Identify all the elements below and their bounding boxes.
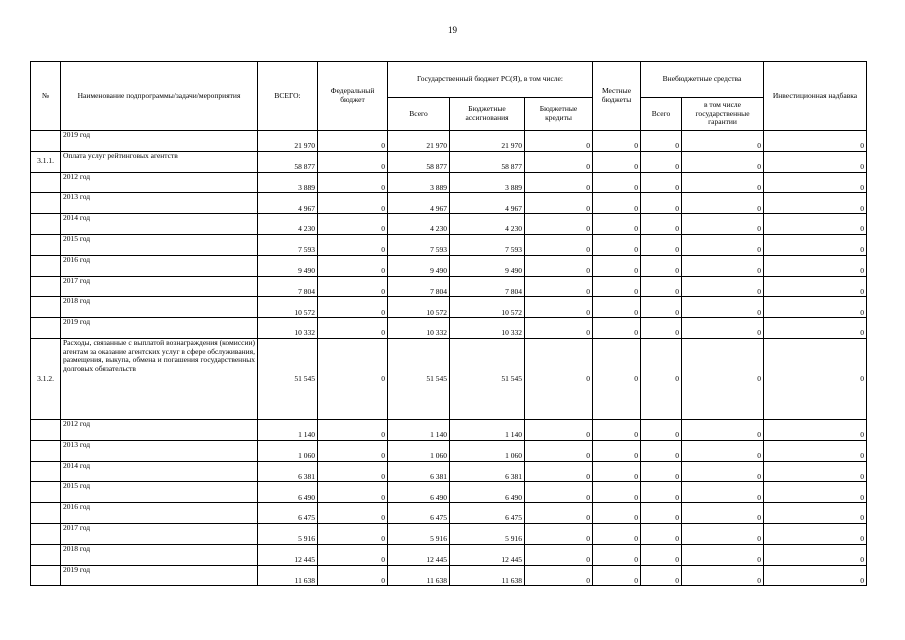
cell-total: 3 889 bbox=[258, 172, 318, 193]
cell-state-credits: 0 bbox=[525, 276, 593, 297]
cell-extra-guarantee: 0 bbox=[682, 503, 764, 524]
cell-state-total: 1 140 bbox=[388, 419, 450, 440]
cell-state-alloc: 4 230 bbox=[450, 214, 525, 235]
cell-index bbox=[31, 193, 61, 214]
cell-name: Расходы, связанные с выплатой вознаграждения (комиссии) агентам за оказание агентских услуг в сфере обслуживания, размещения, выкупа, обмена и погашения государственных долговых обязательств bbox=[61, 338, 258, 419]
cell-extra-guarantee: 0 bbox=[682, 338, 764, 419]
cell-federal: 0 bbox=[318, 440, 388, 461]
cell-state-alloc: 10 572 bbox=[450, 297, 525, 318]
header-state-group: Государственный бюджет РС(Я), в том числе: bbox=[388, 62, 593, 98]
cell-index bbox=[31, 503, 61, 524]
cell-name: 2014 год bbox=[61, 214, 258, 235]
cell-name: 2012 год bbox=[61, 172, 258, 193]
header-invest: Инвестиционная надбавка bbox=[764, 62, 867, 131]
cell-invest: 0 bbox=[764, 276, 867, 297]
table-header bbox=[31, 62, 867, 131]
cell-invest: 0 bbox=[764, 461, 867, 482]
cell-extra-guarantee: 0 bbox=[682, 234, 764, 255]
cell-index bbox=[31, 482, 61, 503]
cell-index bbox=[31, 172, 61, 193]
cell-extra-guarantee: 0 bbox=[682, 523, 764, 544]
cell-federal: 0 bbox=[318, 338, 388, 419]
cell-index bbox=[31, 544, 61, 565]
cell-extra-guarantee: 0 bbox=[682, 565, 764, 586]
cell-total: 7 804 bbox=[258, 276, 318, 297]
cell-state-total: 3 889 bbox=[388, 172, 450, 193]
cell-state-alloc: 7 804 bbox=[450, 276, 525, 297]
table-row bbox=[31, 440, 867, 461]
cell-state-total: 1 060 bbox=[388, 440, 450, 461]
cell-name: Оплата услуг рейтинговых агентств bbox=[61, 151, 258, 172]
cell-local: 0 bbox=[593, 503, 641, 524]
cell-extra-guarantee: 0 bbox=[682, 461, 764, 482]
cell-extra-total: 0 bbox=[641, 523, 682, 544]
cell-federal: 0 bbox=[318, 544, 388, 565]
cell-state-credits: 0 bbox=[525, 318, 593, 339]
cell-name: 2016 год bbox=[61, 255, 258, 276]
cell-federal: 0 bbox=[318, 482, 388, 503]
cell-local: 0 bbox=[593, 440, 641, 461]
cell-state-total: 4 967 bbox=[388, 193, 450, 214]
cell-extra-guarantee: 0 bbox=[682, 276, 764, 297]
cell-total: 1 060 bbox=[258, 440, 318, 461]
cell-invest: 0 bbox=[764, 193, 867, 214]
header-extra-group: Внебюджетные средства bbox=[641, 62, 764, 98]
cell-extra-guarantee: 0 bbox=[682, 255, 764, 276]
cell-total: 21 970 bbox=[258, 131, 318, 152]
table-row bbox=[31, 318, 867, 339]
table-row bbox=[31, 276, 867, 297]
cell-extra-total: 0 bbox=[641, 338, 682, 419]
cell-state-credits: 0 bbox=[525, 482, 593, 503]
header-extra-guarantee: в том числе государственные гарантии bbox=[682, 98, 764, 131]
cell-local: 0 bbox=[593, 523, 641, 544]
cell-state-alloc: 3 889 bbox=[450, 172, 525, 193]
cell-federal: 0 bbox=[318, 255, 388, 276]
cell-extra-total: 0 bbox=[641, 214, 682, 235]
cell-state-credits: 0 bbox=[525, 172, 593, 193]
cell-local: 0 bbox=[593, 297, 641, 318]
cell-state-credits: 0 bbox=[525, 338, 593, 419]
cell-local: 0 bbox=[593, 565, 641, 586]
cell-state-credits: 0 bbox=[525, 214, 593, 235]
cell-federal: 0 bbox=[318, 131, 388, 152]
cell-extra-guarantee: 0 bbox=[682, 440, 764, 461]
cell-invest: 0 bbox=[764, 131, 867, 152]
cell-local: 0 bbox=[593, 544, 641, 565]
header-federal: Федеральный бюджет bbox=[318, 62, 388, 131]
page-number: 19 bbox=[448, 25, 457, 35]
cell-federal: 0 bbox=[318, 172, 388, 193]
cell-total: 4 967 bbox=[258, 193, 318, 214]
cell-state-alloc: 10 332 bbox=[450, 318, 525, 339]
cell-extra-guarantee: 0 bbox=[682, 482, 764, 503]
cell-state-total: 7 593 bbox=[388, 234, 450, 255]
cell-state-credits: 0 bbox=[525, 440, 593, 461]
cell-state-credits: 0 bbox=[525, 419, 593, 440]
cell-extra-total: 0 bbox=[641, 440, 682, 461]
cell-invest: 0 bbox=[764, 172, 867, 193]
cell-state-alloc: 12 445 bbox=[450, 544, 525, 565]
cell-index bbox=[31, 523, 61, 544]
cell-index bbox=[31, 234, 61, 255]
cell-local: 0 bbox=[593, 214, 641, 235]
cell-state-credits: 0 bbox=[525, 544, 593, 565]
cell-extra-total: 0 bbox=[641, 276, 682, 297]
cell-index bbox=[31, 276, 61, 297]
cell-local: 0 bbox=[593, 234, 641, 255]
cell-state-total: 10 572 bbox=[388, 297, 450, 318]
cell-invest: 0 bbox=[764, 255, 867, 276]
cell-local: 0 bbox=[593, 151, 641, 172]
cell-extra-guarantee: 0 bbox=[682, 193, 764, 214]
cell-invest: 0 bbox=[764, 318, 867, 339]
header-state-credits: Бюджетные кредиты bbox=[525, 98, 593, 131]
cell-federal: 0 bbox=[318, 503, 388, 524]
table-row bbox=[31, 565, 867, 586]
cell-federal: 0 bbox=[318, 318, 388, 339]
cell-state-alloc: 58 877 bbox=[450, 151, 525, 172]
cell-total: 1 140 bbox=[258, 419, 318, 440]
cell-extra-guarantee: 0 bbox=[682, 151, 764, 172]
cell-state-alloc: 4 967 bbox=[450, 193, 525, 214]
header-total: ВСЕГО: bbox=[258, 62, 318, 131]
cell-extra-total: 0 bbox=[641, 234, 682, 255]
cell-extra-total: 0 bbox=[641, 172, 682, 193]
cell-index bbox=[31, 214, 61, 235]
cell-local: 0 bbox=[593, 338, 641, 419]
cell-index bbox=[31, 461, 61, 482]
table-row bbox=[31, 544, 867, 565]
cell-extra-guarantee: 0 bbox=[682, 297, 764, 318]
cell-index bbox=[31, 419, 61, 440]
cell-state-total: 7 804 bbox=[388, 276, 450, 297]
cell-index bbox=[31, 318, 61, 339]
cell-federal: 0 bbox=[318, 193, 388, 214]
cell-state-alloc: 21 970 bbox=[450, 131, 525, 152]
cell-state-total: 6 475 bbox=[388, 503, 450, 524]
header-extra-total: Всего bbox=[641, 98, 682, 131]
cell-index: 3.1.2. bbox=[31, 338, 61, 419]
cell-name: 2017 год bbox=[61, 523, 258, 544]
table-row bbox=[31, 151, 867, 172]
cell-total: 5 916 bbox=[258, 523, 318, 544]
cell-extra-total: 0 bbox=[641, 193, 682, 214]
cell-extra-total: 0 bbox=[641, 565, 682, 586]
cell-federal: 0 bbox=[318, 276, 388, 297]
cell-name: 2017 год bbox=[61, 276, 258, 297]
cell-state-total: 21 970 bbox=[388, 131, 450, 152]
cell-index bbox=[31, 565, 61, 586]
table-row bbox=[31, 255, 867, 276]
table-row bbox=[31, 503, 867, 524]
cell-local: 0 bbox=[593, 276, 641, 297]
cell-local: 0 bbox=[593, 461, 641, 482]
cell-invest: 0 bbox=[764, 151, 867, 172]
cell-name: 2015 год bbox=[61, 234, 258, 255]
cell-state-alloc: 7 593 bbox=[450, 234, 525, 255]
table-row bbox=[31, 419, 867, 440]
cell-name: 2019 год bbox=[61, 318, 258, 339]
header-local: Местные бюджеты bbox=[593, 62, 641, 131]
cell-total: 7 593 bbox=[258, 234, 318, 255]
cell-local: 0 bbox=[593, 255, 641, 276]
cell-name: 2013 год bbox=[61, 193, 258, 214]
cell-state-alloc: 51 545 bbox=[450, 338, 525, 419]
table-row bbox=[31, 234, 867, 255]
cell-invest: 0 bbox=[764, 440, 867, 461]
cell-state-credits: 0 bbox=[525, 461, 593, 482]
cell-federal: 0 bbox=[318, 461, 388, 482]
cell-extra-total: 0 bbox=[641, 131, 682, 152]
cell-state-credits: 0 bbox=[525, 565, 593, 586]
cell-state-credits: 0 bbox=[525, 255, 593, 276]
cell-extra-guarantee: 0 bbox=[682, 544, 764, 565]
cell-local: 0 bbox=[593, 131, 641, 152]
cell-federal: 0 bbox=[318, 297, 388, 318]
cell-index bbox=[31, 297, 61, 318]
cell-extra-total: 0 bbox=[641, 255, 682, 276]
cell-state-total: 58 877 bbox=[388, 151, 450, 172]
cell-state-total: 4 230 bbox=[388, 214, 450, 235]
cell-name: 2015 год bbox=[61, 482, 258, 503]
cell-state-total: 5 916 bbox=[388, 523, 450, 544]
table-row bbox=[31, 193, 867, 214]
cell-federal: 0 bbox=[318, 565, 388, 586]
cell-extra-total: 0 bbox=[641, 503, 682, 524]
cell-invest: 0 bbox=[764, 419, 867, 440]
cell-index bbox=[31, 440, 61, 461]
cell-state-credits: 0 bbox=[525, 523, 593, 544]
header-name: Наименование подпрограммы/задачи/мероприятия bbox=[61, 62, 258, 131]
cell-total: 58 877 bbox=[258, 151, 318, 172]
cell-invest: 0 bbox=[764, 234, 867, 255]
cell-state-alloc: 6 490 bbox=[450, 482, 525, 503]
cell-extra-total: 0 bbox=[641, 544, 682, 565]
table-row bbox=[31, 131, 867, 152]
cell-index bbox=[31, 131, 61, 152]
budget-table bbox=[30, 61, 867, 586]
cell-total: 9 490 bbox=[258, 255, 318, 276]
cell-invest: 0 bbox=[764, 297, 867, 318]
cell-state-alloc: 1 060 bbox=[450, 440, 525, 461]
cell-index: 3.1.1. bbox=[31, 151, 61, 172]
cell-state-total: 12 445 bbox=[388, 544, 450, 565]
cell-extra-total: 0 bbox=[641, 482, 682, 503]
cell-federal: 0 bbox=[318, 523, 388, 544]
cell-state-total: 10 332 bbox=[388, 318, 450, 339]
cell-name: 2016 год bbox=[61, 503, 258, 524]
cell-extra-total: 0 bbox=[641, 151, 682, 172]
cell-federal: 0 bbox=[318, 214, 388, 235]
cell-state-total: 51 545 bbox=[388, 338, 450, 419]
table-row bbox=[31, 297, 867, 318]
cell-local: 0 bbox=[593, 172, 641, 193]
cell-extra-total: 0 bbox=[641, 419, 682, 440]
cell-invest: 0 bbox=[764, 482, 867, 503]
cell-name: 2013 год bbox=[61, 440, 258, 461]
cell-total: 6 475 bbox=[258, 503, 318, 524]
cell-total: 12 445 bbox=[258, 544, 318, 565]
header-num: № bbox=[31, 62, 61, 131]
cell-index bbox=[31, 255, 61, 276]
cell-federal: 0 bbox=[318, 419, 388, 440]
cell-total: 6 381 bbox=[258, 461, 318, 482]
cell-extra-total: 0 bbox=[641, 318, 682, 339]
cell-extra-guarantee: 0 bbox=[682, 172, 764, 193]
table-row bbox=[31, 338, 867, 419]
cell-total: 6 490 bbox=[258, 482, 318, 503]
cell-local: 0 bbox=[593, 318, 641, 339]
cell-total: 4 230 bbox=[258, 214, 318, 235]
table-row bbox=[31, 461, 867, 482]
cell-state-credits: 0 bbox=[525, 297, 593, 318]
cell-state-credits: 0 bbox=[525, 503, 593, 524]
cell-extra-guarantee: 0 bbox=[682, 419, 764, 440]
cell-state-alloc: 11 638 bbox=[450, 565, 525, 586]
cell-invest: 0 bbox=[764, 565, 867, 586]
cell-extra-guarantee: 0 bbox=[682, 131, 764, 152]
cell-state-credits: 0 bbox=[525, 193, 593, 214]
cell-extra-guarantee: 0 bbox=[682, 214, 764, 235]
cell-state-alloc: 6 381 bbox=[450, 461, 525, 482]
cell-state-total: 6 490 bbox=[388, 482, 450, 503]
cell-name: 2019 год bbox=[61, 565, 258, 586]
cell-invest: 0 bbox=[764, 338, 867, 419]
table-row bbox=[31, 214, 867, 235]
cell-extra-guarantee: 0 bbox=[682, 318, 764, 339]
cell-state-alloc: 5 916 bbox=[450, 523, 525, 544]
cell-state-total: 6 381 bbox=[388, 461, 450, 482]
table-body bbox=[31, 131, 867, 586]
table-row bbox=[31, 172, 867, 193]
cell-state-alloc: 6 475 bbox=[450, 503, 525, 524]
cell-invest: 0 bbox=[764, 544, 867, 565]
cell-local: 0 bbox=[593, 482, 641, 503]
cell-state-credits: 0 bbox=[525, 131, 593, 152]
header-state-alloc: Бюджетные ассигнования bbox=[450, 98, 525, 131]
cell-state-alloc: 1 140 bbox=[450, 419, 525, 440]
cell-extra-total: 0 bbox=[641, 297, 682, 318]
cell-local: 0 bbox=[593, 419, 641, 440]
cell-state-credits: 0 bbox=[525, 151, 593, 172]
cell-total: 10 572 bbox=[258, 297, 318, 318]
cell-name: 2018 год bbox=[61, 297, 258, 318]
cell-total: 11 638 bbox=[258, 565, 318, 586]
cell-name: 2019 год bbox=[61, 131, 258, 152]
cell-local: 0 bbox=[593, 193, 641, 214]
cell-name: 2018 год bbox=[61, 544, 258, 565]
table-row bbox=[31, 523, 867, 544]
cell-extra-total: 0 bbox=[641, 461, 682, 482]
header-state-total: Всего bbox=[388, 98, 450, 131]
cell-total: 10 332 bbox=[258, 318, 318, 339]
table-row bbox=[31, 482, 867, 503]
cell-state-total: 11 638 bbox=[388, 565, 450, 586]
cell-state-total: 9 490 bbox=[388, 255, 450, 276]
cell-state-alloc: 9 490 bbox=[450, 255, 525, 276]
cell-state-credits: 0 bbox=[525, 234, 593, 255]
cell-federal: 0 bbox=[318, 234, 388, 255]
cell-federal: 0 bbox=[318, 151, 388, 172]
cell-invest: 0 bbox=[764, 523, 867, 544]
cell-name: 2012 год bbox=[61, 419, 258, 440]
cell-invest: 0 bbox=[764, 503, 867, 524]
cell-name: 2014 год bbox=[61, 461, 258, 482]
cell-invest: 0 bbox=[764, 214, 867, 235]
cell-total: 51 545 bbox=[258, 338, 318, 419]
